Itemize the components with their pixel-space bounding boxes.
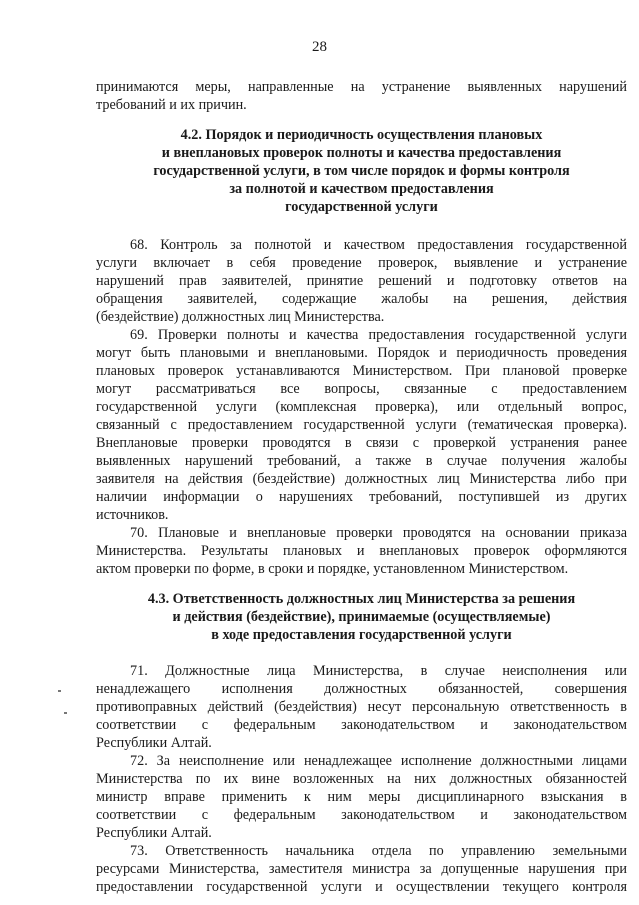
text-line: принимаются меры, направленные на устранение выявленных нарушений (96, 79, 627, 95)
paragraph-71 (96, 662, 627, 752)
text-line: связанный с предоставлением государственной услуги (тематическая проверка). (96, 417, 627, 433)
text-line: 71. Должностные лица Министерства, в случае неисполнения или (130, 663, 627, 679)
text-line: ненадлежащего исполнения должностных обязанностей, совершения (96, 681, 627, 697)
paragraph-73 (96, 842, 627, 896)
text-line: могут рассматриваться все вопросы, связанные с предоставлением (96, 381, 627, 397)
heading-line: государственной услуги (285, 199, 438, 215)
text-line: могут быть плановыми и внеплановыми. Порядок и периодичность проведения (96, 345, 627, 361)
text-line: плановых проверок устанавливаются Министерством. При плановой проверке (96, 363, 627, 379)
heading-line: в ходе предоставления государственной услуги (211, 627, 512, 643)
paragraph-70 (96, 524, 627, 578)
text-line: министр вправе применить к ним меры дисциплинарного взыскания в (96, 789, 627, 805)
text-line: предоставлении государственной услуги и осуществлении текущего контроля (96, 879, 627, 895)
heading-line: и действия (бездействие), принимаемые (осуществляемые) (172, 609, 551, 625)
text-line: актом проверки по форме, в сроки и порядке, установленном Министерством. (96, 561, 569, 577)
text-line: заявителя на действия (бездействие) должностных лиц Министерства либо при (96, 471, 627, 487)
text-line: обращения заявителей, содержащие жалобы на решения, действия (96, 291, 627, 307)
text-line: 72. За неисполнение или ненадлежащее исполнение должностными лицами (130, 753, 627, 769)
section-4-2-heading (96, 126, 627, 216)
text-line: ресурсами Министерства, заместителя министра за допущенные нарушения при (96, 861, 627, 877)
text-line: выявленных нарушений требований, а также в случае получения жалобы (96, 453, 627, 469)
text-line: соответствии с федеральным законодательством и законодательством (96, 717, 627, 733)
text-line: Внеплановые проверки проводятся в связи с проверкой устранения ранее (96, 435, 627, 451)
heading-line: и внеплановых проверок полноты и качества предоставления (161, 145, 562, 161)
paragraph-69 (96, 326, 627, 524)
text-line: Министерства. Результаты плановых и внеплановых проверок оформляются (96, 543, 627, 559)
text-line: 69. Проверки полноты и качества предоставления государственной услуги (130, 327, 627, 343)
text-line: источников. (96, 507, 169, 523)
text-line: Республики Алтай. (96, 825, 212, 841)
scan-speck (58, 690, 61, 692)
text-line: государственной услуги (комплексная проверка), или отдельный вопрос, (96, 399, 627, 415)
paragraph-68 (96, 236, 627, 326)
heading-line: за полнотой и качеством предоставления (229, 181, 494, 197)
text-line: 70. Плановые и внеплановые проверки проводятся на основании приказа (130, 525, 627, 541)
heading-line: 4.3. Ответственность должностных лиц Министерства за решения (147, 591, 576, 607)
text-line: Республики Алтай. (96, 735, 212, 751)
text-line: 73. Ответственность начальника отдела по управлению земельными (130, 843, 627, 859)
paragraph-72 (96, 752, 627, 842)
text-line: противоправных действий (бездействия) несут персональную ответственность в (96, 699, 627, 715)
intro-paragraph (96, 78, 627, 114)
text-line: Министерства по их вине возложенных на них должностных обязанностей (96, 771, 627, 787)
heading-line: 4.2. Порядок и периодичность осуществления плановых (180, 127, 543, 143)
text-line: нарушений прав заявителей, принятие решений и подготовку ответов на (96, 273, 627, 289)
text-line: услуги включает в себя проведение проверок, выявление и устранение (96, 255, 627, 271)
text-line: 68. Контроль за полнотой и качеством предоставления государственной (130, 237, 627, 253)
text-line: требований и их причин. (96, 97, 247, 113)
scan-speck (64, 712, 67, 714)
text-line: соответствии с федеральным законодательством и законодательством (96, 807, 627, 823)
page-number: 28 (312, 39, 327, 55)
text-line: (бездействие) должностных лиц Министерства. (96, 309, 385, 325)
text-line: наличии информации о нарушениях требований, поступившей из других (96, 489, 627, 505)
section-4-3-heading (96, 590, 627, 644)
heading-line: государственной услуги, в том числе порядок и формы контроля (153, 163, 570, 179)
